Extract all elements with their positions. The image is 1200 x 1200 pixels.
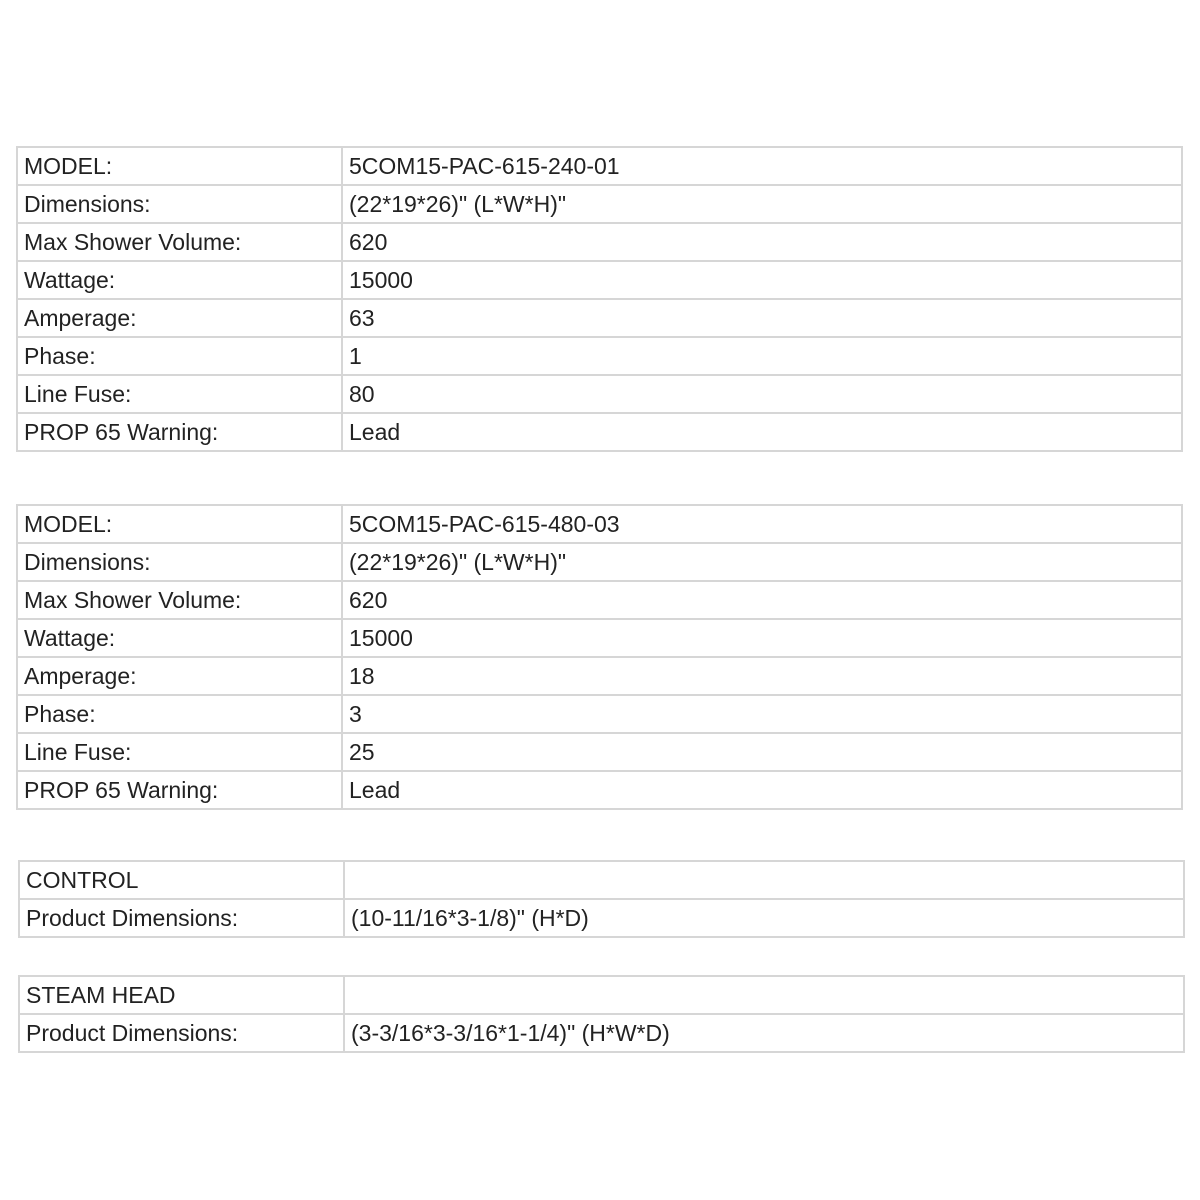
- row-value: Lead: [342, 413, 1182, 451]
- table-row: [17, 261, 1182, 299]
- row-value: 3: [342, 695, 1182, 733]
- row-label: Phase:: [17, 695, 342, 733]
- spec-table-model-480: [16, 504, 1183, 810]
- row-value: 1: [342, 337, 1182, 375]
- row-label: MODEL:: [17, 505, 342, 543]
- table-row: [17, 375, 1182, 413]
- row-label: Line Fuse:: [17, 375, 342, 413]
- row-label: Wattage:: [17, 619, 342, 657]
- row-value: 63: [342, 299, 1182, 337]
- table-row: [19, 976, 1184, 1014]
- table-row: [17, 505, 1182, 543]
- table-row: [17, 543, 1182, 581]
- row-value: (22*19*26)" (L*W*H)": [342, 185, 1182, 223]
- row-value: 620: [342, 581, 1182, 619]
- section-heading: STEAM HEAD: [19, 976, 344, 1014]
- row-value: 25: [342, 733, 1182, 771]
- table-row: [19, 899, 1184, 937]
- table-row: [17, 581, 1182, 619]
- table-row: [19, 861, 1184, 899]
- row-value: 18: [342, 657, 1182, 695]
- row-value: 15000: [342, 619, 1182, 657]
- table-row: [17, 695, 1182, 733]
- section-heading: CONTROL: [19, 861, 344, 899]
- row-label: Amperage:: [17, 657, 342, 695]
- table-row: [17, 733, 1182, 771]
- row-value: [344, 861, 1184, 899]
- table-row: [17, 413, 1182, 451]
- spec-table-steam-head: [18, 975, 1185, 1053]
- table-row: [17, 299, 1182, 337]
- row-label: Wattage:: [17, 261, 342, 299]
- row-label: PROP 65 Warning:: [17, 771, 342, 809]
- row-value: Lead: [342, 771, 1182, 809]
- row-label: Max Shower Volume:: [17, 223, 342, 261]
- row-label: Line Fuse:: [17, 733, 342, 771]
- row-value: 15000: [342, 261, 1182, 299]
- table-row: [17, 223, 1182, 261]
- row-value: [344, 976, 1184, 1014]
- row-value: (10-11/16*3-1/8)" (H*D): [344, 899, 1184, 937]
- table-row: [17, 185, 1182, 223]
- row-value: 620: [342, 223, 1182, 261]
- row-label: PROP 65 Warning:: [17, 413, 342, 451]
- row-label: Dimensions:: [17, 185, 342, 223]
- row-label: Amperage:: [17, 299, 342, 337]
- table-row: [19, 1014, 1184, 1052]
- row-label: MODEL:: [17, 147, 342, 185]
- row-value: 5COM15-PAC-615-240-01: [342, 147, 1182, 185]
- table-row: [17, 147, 1182, 185]
- row-value: 5COM15-PAC-615-480-03: [342, 505, 1182, 543]
- row-label: Phase:: [17, 337, 342, 375]
- row-label: Dimensions:: [17, 543, 342, 581]
- spec-table-control: [18, 860, 1185, 938]
- row-value: 80: [342, 375, 1182, 413]
- table-row: [17, 657, 1182, 695]
- row-value: (3-3/16*3-3/16*1-1/4)" (H*W*D): [344, 1014, 1184, 1052]
- table-row: [17, 337, 1182, 375]
- spec-table-model-240: [16, 146, 1183, 452]
- row-label: Product Dimensions:: [19, 899, 344, 937]
- table-row: [17, 619, 1182, 657]
- row-label: Product Dimensions:: [19, 1014, 344, 1052]
- row-value: (22*19*26)" (L*W*H)": [342, 543, 1182, 581]
- row-label: Max Shower Volume:: [17, 581, 342, 619]
- table-row: [17, 771, 1182, 809]
